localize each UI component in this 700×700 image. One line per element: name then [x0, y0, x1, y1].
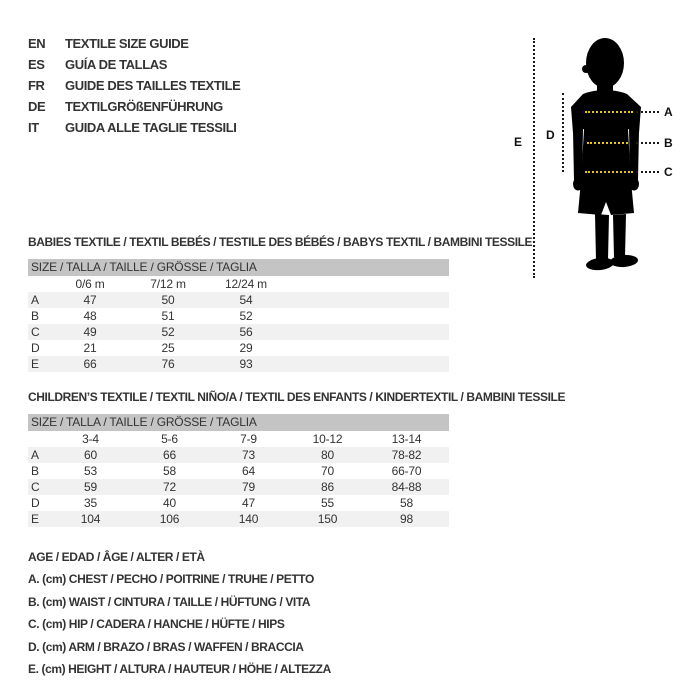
row-label: B [31, 309, 39, 323]
child-silhouette-icon [555, 30, 665, 280]
table-row [28, 356, 449, 372]
language-title: GUIDA ALLE TAGLIE TESSILI [65, 120, 237, 135]
table-cell: 56 [239, 325, 253, 339]
table-cell: 98 [400, 512, 413, 526]
babies-section-title: BABIES TEXTILE / TEXTIL BEBÉS / TESTILE DES BÉBÉS / BABYS TEXTIL / BAMBINI TESSILE [28, 235, 533, 249]
babies-table [28, 259, 449, 372]
table-cell: 47 [83, 293, 97, 307]
table-cell: 52 [239, 309, 253, 323]
table-cell: 70 [321, 464, 334, 478]
table-row [28, 324, 449, 340]
table-cell: 140 [238, 512, 259, 526]
table-cell: 59 [84, 480, 97, 494]
language-title: TEXTILGRÖßENFÜHRUNG [65, 99, 223, 114]
table-cell: 73 [242, 448, 255, 462]
babies-table-header: SIZE / TALLA / TAILLE / GRÖSSE / TAGLIA [28, 259, 449, 276]
table-cell: 21 [83, 341, 97, 355]
language-row [28, 96, 240, 117]
table-cell: 54 [239, 293, 253, 307]
diagram-label-c: C [664, 165, 673, 179]
table-cell: 35 [84, 496, 97, 510]
language-code: EN [28, 36, 46, 51]
table-cell: 86 [321, 480, 334, 494]
language-code: ES [28, 57, 45, 72]
table-cell: 66-70 [391, 464, 422, 478]
table-cell: 93 [239, 357, 253, 371]
row-label: A [31, 448, 39, 462]
row-label: B [31, 464, 39, 478]
table-cell: 55 [321, 496, 334, 510]
language-list [28, 33, 240, 138]
chest-leader-line [636, 111, 659, 113]
measurement-legend [28, 546, 331, 680]
table-cell: 106 [159, 512, 180, 526]
table-row [28, 479, 449, 495]
column-header: 7/12 m [150, 277, 186, 291]
arm-line-d [562, 93, 564, 172]
table-cell: 76 [161, 357, 175, 371]
language-row [28, 117, 240, 138]
diagram-label-d: D [546, 128, 555, 142]
table-cell: 104 [80, 512, 101, 526]
table-cell: 25 [161, 341, 175, 355]
table-cell: 47 [242, 496, 255, 510]
table-cell: 60 [84, 448, 97, 462]
table-cell: 78-82 [391, 448, 422, 462]
table-row [28, 340, 449, 356]
language-title: GUIDE DES TAILLES TEXTILE [65, 78, 241, 93]
waist-measure-line [587, 142, 628, 144]
language-row [28, 54, 240, 75]
row-label: C [31, 480, 40, 494]
legend-line-age: AGE / EDAD / ÂGE / ALTER / ETÀ [28, 550, 205, 564]
hip-leader-line [636, 171, 659, 173]
table-cell: 29 [239, 341, 253, 355]
column-header: 5-6 [161, 432, 178, 446]
table-cell: 49 [83, 325, 97, 339]
row-label: D [31, 496, 40, 510]
column-header-spacer [28, 431, 51, 447]
row-label: A [31, 293, 39, 307]
row-label: E [31, 357, 39, 371]
table-cell: 58 [400, 496, 413, 510]
children-table [28, 414, 449, 527]
children-table-header: SIZE / TALLA / TAILLE / GRÖSSE / TAGLIA [28, 414, 449, 431]
table-cell: 66 [83, 357, 97, 371]
language-code: DE [28, 99, 46, 114]
language-row [28, 33, 240, 54]
diagram-label-a: A [664, 105, 673, 119]
children-column-header-row [28, 431, 449, 447]
hip-measure-line [585, 171, 633, 173]
table-row [28, 495, 449, 511]
table-cell: 50 [161, 293, 175, 307]
table-cell: 52 [161, 325, 175, 339]
language-title: GUÍA DE TALLAS [65, 57, 168, 72]
column-header: 10-12 [312, 432, 343, 446]
diagram-label-e: E [514, 135, 523, 149]
table-row [28, 463, 449, 479]
column-header: 7-9 [240, 432, 257, 446]
table-row [28, 511, 449, 527]
language-code: IT [28, 120, 39, 135]
table-cell: 66 [163, 448, 176, 462]
legend-line-chest: A. (cm) CHEST / PECHO / POITRINE / TRUHE / PETTO [28, 572, 314, 587]
table-cell: 80 [321, 448, 334, 462]
table-cell: 40 [163, 496, 176, 510]
table-cell: 79 [242, 480, 255, 494]
column-header: 13-14 [391, 432, 422, 446]
column-header: 3-4 [82, 432, 99, 446]
children-section-title: CHILDREN’S TEXTILE / TEXTIL NIÑO/A / TEXTIL DES ENFANTS / KINDERTEXTIL / BAMBINI TESSILE [28, 390, 566, 404]
table-cell: 64 [242, 464, 255, 478]
table-cell: 51 [161, 309, 175, 323]
language-title: TEXTILE SIZE GUIDE [65, 36, 189, 51]
column-header: 12/24 m [225, 277, 267, 291]
waist-leader-line [636, 142, 659, 144]
column-header-spacer [28, 276, 51, 292]
row-label: D [31, 341, 40, 355]
table-cell: 53 [84, 464, 97, 478]
row-label: E [31, 512, 39, 526]
table-cell: 84-88 [391, 480, 422, 494]
column-header: 0/6 m [75, 277, 105, 291]
table-cell: 58 [163, 464, 176, 478]
chest-measure-line [585, 111, 633, 113]
table-cell: 72 [163, 480, 176, 494]
babies-column-header-row [28, 276, 449, 292]
diagram-label-b: B [664, 136, 673, 150]
legend-line-waist: B. (cm) WAIST / CINTURA / TAILLE / HÜFTUNG / VITA [28, 594, 311, 609]
language-code: FR [28, 78, 45, 93]
legend-line-height: E. (cm) HEIGHT / ALTURA / HAUTEUR / HÖHE / ALTEZZA [28, 662, 331, 677]
table-row [28, 292, 449, 308]
legend-line-hip: C. (cm) HIP / CADERA / HANCHE / HÜFTE / HIPS [28, 617, 285, 632]
table-cell: 150 [317, 512, 338, 526]
table-row [28, 308, 449, 324]
legend-line-arm: D. (cm) ARM / BRAZO / BRAS / WAFFEN / BRACCIA [28, 639, 304, 654]
table-cell: 48 [83, 309, 97, 323]
row-label: C [31, 325, 40, 339]
height-line-e [533, 38, 535, 278]
language-row [28, 75, 240, 96]
table-row [28, 447, 449, 463]
